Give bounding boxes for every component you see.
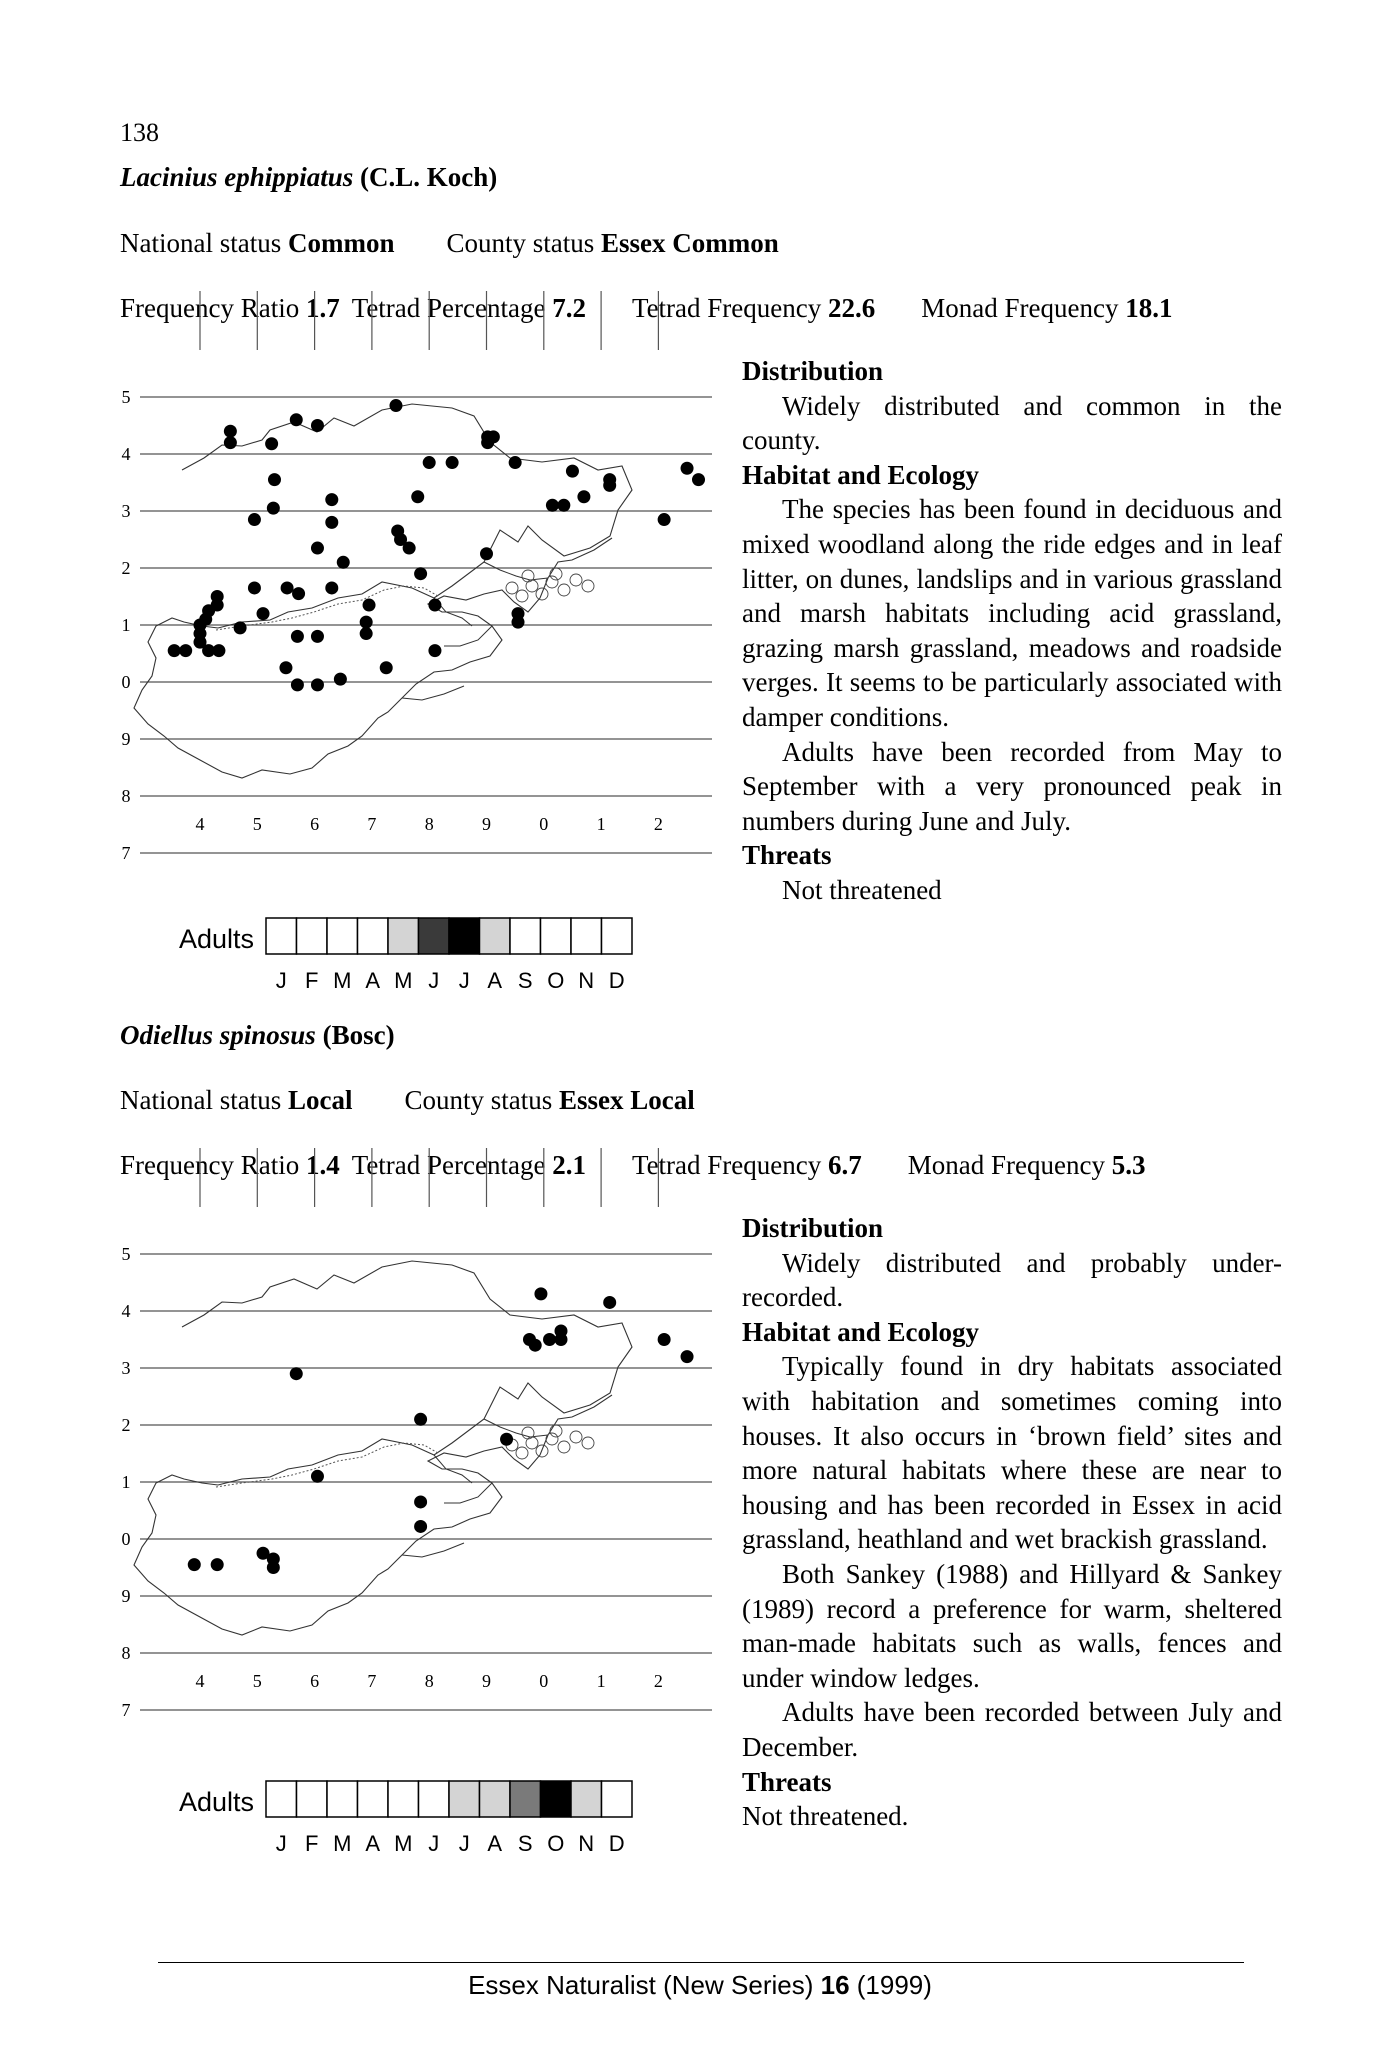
freq-ratio-value: 1.4: [305, 1150, 340, 1180]
map-y-label: 7: [121, 843, 131, 863]
island-outline: [522, 1427, 534, 1439]
record-dot: [212, 644, 225, 657]
record-dot: [179, 644, 192, 657]
month-letter: M: [394, 1831, 413, 1856]
month-letter: J: [428, 968, 440, 993]
record-dot: [403, 542, 416, 555]
record-dot: [380, 661, 393, 674]
record-dot: [325, 581, 338, 594]
month-letter: A: [487, 968, 503, 993]
adult-months-bar: [160, 1775, 680, 1865]
month-letter: N: [578, 968, 595, 993]
monad-freq-value: 18.1: [1125, 293, 1173, 323]
map-y-label: 5: [121, 387, 131, 407]
tetrad-freq-label: Tetrad Frequency: [631, 1150, 822, 1180]
frequency-line: [120, 293, 1172, 324]
record-dot: [311, 678, 324, 691]
record-dot: [603, 1296, 616, 1309]
month-letter: M: [394, 968, 413, 993]
map-y-label: 8: [121, 786, 131, 806]
monad-freq-label: Monad Frequency: [921, 293, 1119, 323]
month-cell: [358, 1781, 389, 1817]
habitat-text: Both Sankey (1988) and Hillyard & Sankey (1989) record a preference for warm, sheltered man-made habitats such as walls, fences and under window ledges.: [742, 1558, 1282, 1693]
record-dot: [168, 644, 181, 657]
record-dot: [234, 621, 247, 634]
record-dot: [557, 499, 570, 512]
record-dot: [428, 599, 441, 612]
record-dot: [389, 399, 402, 412]
month-letter: F: [305, 968, 319, 993]
distribution-text: Widely distributed and probably under-recorded.: [742, 1247, 1282, 1313]
species-name: Lacinius ephippiatus: [120, 162, 354, 192]
map-x-label: 9: [482, 1671, 491, 1691]
distribution-text: Widely distributed and common in the county.: [742, 390, 1282, 456]
status-line: [120, 1085, 695, 1116]
island-outline: [570, 1431, 582, 1443]
record-dot: [325, 493, 338, 506]
map-x-label: 4: [195, 1671, 205, 1691]
record-dot: [363, 599, 376, 612]
map-y-label: 3: [121, 1358, 131, 1378]
record-dot: [248, 513, 261, 526]
month-letter: J: [458, 968, 470, 993]
map-x-label: 9: [482, 814, 491, 834]
month-letter: A: [365, 1831, 381, 1856]
record-dot: [423, 456, 436, 469]
island-outline: [582, 580, 594, 592]
status-line: [120, 228, 779, 259]
month-letter: S: [517, 968, 533, 993]
estuary-line: [444, 626, 492, 646]
footer-journal: Essex Naturalist (New Series): [468, 1970, 814, 2000]
record-dot: [224, 436, 237, 449]
month-cell: [541, 1781, 572, 1817]
threats-heading: Threats: [742, 1766, 832, 1797]
record-dot: [554, 1324, 567, 1337]
map-y-label: 2: [121, 1415, 131, 1435]
record-dot: [267, 1561, 280, 1574]
month-letter: M: [333, 1831, 352, 1856]
month-cell: [266, 1781, 297, 1817]
record-dot: [290, 1367, 303, 1380]
map-y-label: 7: [121, 1700, 131, 1720]
estuary-line: [484, 562, 548, 580]
month-cell: [602, 1781, 633, 1817]
boundary-dotted: [216, 1443, 438, 1487]
freq-ratio-label: Frequency Ratio: [120, 1150, 300, 1180]
record-dot: [603, 479, 616, 492]
tetrad-pct-value: 2.1: [552, 1150, 586, 1180]
map-x-label: 7: [367, 1671, 377, 1691]
month-cell: [419, 918, 450, 954]
record-dot: [325, 516, 338, 529]
month-cell: [449, 918, 480, 954]
record-dot: [224, 425, 237, 438]
map-y-label: 1: [121, 1472, 131, 1492]
record-dot: [414, 1413, 427, 1426]
county-status-label: County status: [404, 1085, 553, 1115]
tetrad-freq-label: Tetrad Frequency: [631, 293, 822, 323]
month-cell: [419, 1781, 450, 1817]
record-dot: [481, 436, 494, 449]
record-dot: [311, 1470, 324, 1483]
species-text: [742, 1211, 1282, 1834]
record-dot: [681, 1350, 694, 1363]
page-number: 138: [120, 118, 159, 147]
species-authority: (Bosc): [322, 1020, 395, 1050]
record-dot: [279, 661, 292, 674]
map-y-label: 9: [121, 1586, 131, 1606]
month-letter: D: [608, 968, 625, 993]
map-y-label: 8: [121, 1643, 131, 1663]
record-dot: [311, 630, 324, 643]
record-dot: [480, 547, 493, 560]
freq-ratio-label: Frequency Ratio: [120, 293, 300, 323]
distribution-map: [112, 1207, 712, 1720]
month-letter: N: [578, 1831, 595, 1856]
distribution-map: [112, 350, 712, 863]
record-dot: [658, 513, 671, 526]
map-x-label: 6: [310, 1671, 320, 1691]
habitat-text: The species has been found in deciduous and mixed woodland along the ride edges and in leaf litter, on dunes, landslips and in various grassland and marsh habitats including acid grassland, grazing marsh grassland, meadows and roadside verges. It seems to be particularly associated with damper conditions.: [742, 494, 1282, 732]
record-dot: [291, 630, 304, 643]
adults-label: Adults: [178, 1787, 254, 1817]
map-x-label: 0: [539, 814, 549, 834]
habitat-heading: Habitat and Ecology: [742, 459, 980, 490]
record-dot: [428, 644, 441, 657]
map-y-label: 2: [121, 558, 131, 578]
record-dot: [681, 462, 694, 475]
record-dot: [290, 413, 303, 426]
species-name: Odiellus spinosus: [120, 1020, 316, 1050]
national-status-value: Local: [287, 1085, 353, 1115]
month-letter: S: [517, 1831, 533, 1856]
monad-freq-value: 5.3: [1111, 1150, 1146, 1180]
record-dot: [360, 616, 373, 629]
freq-ratio-value: 1.7: [305, 293, 340, 323]
record-dot: [658, 1333, 671, 1346]
record-dot: [512, 616, 525, 629]
record-dot: [509, 456, 522, 469]
record-dot: [577, 490, 590, 503]
record-dot: [291, 678, 304, 691]
species-text: [742, 354, 1282, 908]
month-cell: [541, 918, 572, 954]
record-dot: [414, 1495, 427, 1508]
month-letter: A: [365, 968, 381, 993]
island-outline: [506, 582, 518, 594]
island-outline: [550, 568, 562, 580]
boundary-dotted: [216, 586, 438, 630]
record-dot: [543, 1333, 556, 1346]
month-cell: [602, 918, 633, 954]
record-dot: [446, 456, 459, 469]
threats-heading: Threats: [742, 840, 832, 871]
month-cell: [510, 918, 541, 954]
frequency-line: [120, 1150, 1145, 1181]
footer-year: (1999): [856, 1970, 932, 2000]
footer-volume: 16: [820, 1970, 850, 2000]
record-dot: [292, 587, 305, 600]
map-x-label: 2: [653, 1671, 663, 1691]
island-outline: [558, 584, 570, 596]
month-letter: J: [458, 1831, 470, 1856]
month-cell: [297, 918, 328, 954]
distribution-heading: Distribution: [742, 356, 884, 386]
tetrad-pct-label: Tetrad Percentage: [351, 293, 546, 323]
map-x-label: 0: [539, 1671, 549, 1691]
record-dot: [692, 473, 705, 486]
month-cell: [510, 1781, 541, 1817]
record-dot: [414, 1520, 427, 1533]
island-outline: [558, 1441, 570, 1453]
map-x-label: 8: [424, 1671, 434, 1691]
record-dot: [267, 502, 280, 515]
county-status-value: Essex Common: [601, 228, 779, 258]
record-dot: [334, 673, 347, 686]
threats-text: Not threatened.: [742, 1801, 909, 1832]
month-letter: A: [487, 1831, 503, 1856]
month-letter: F: [305, 1831, 319, 1856]
map-x-label: 6: [310, 814, 320, 834]
month-cell: [327, 918, 358, 954]
estuary-line: [444, 1483, 492, 1503]
map-x-label: 5: [252, 814, 262, 834]
month-letter: J: [275, 1831, 287, 1856]
map-x-label: 1: [596, 1671, 606, 1691]
tetrad-freq-value: 6.7: [828, 1150, 862, 1180]
record-dot: [534, 1287, 547, 1300]
record-dot: [211, 1558, 224, 1571]
species-title: [120, 162, 497, 193]
map-y-label: 1: [121, 615, 131, 635]
adults-label: Adults: [178, 924, 254, 954]
threats-text: Not threatened: [782, 874, 942, 905]
month-letter: O: [547, 968, 565, 993]
record-dot: [414, 567, 427, 580]
map-x-label: 4: [195, 814, 205, 834]
island-outline: [516, 1447, 528, 1459]
record-dot: [311, 419, 324, 432]
island-outline: [546, 576, 558, 588]
tetrad-pct-label: Tetrad Percentage: [351, 1150, 546, 1180]
estuary-line: [484, 1419, 548, 1437]
month-letter: O: [547, 1831, 565, 1856]
map-y-label: 4: [121, 1301, 131, 1321]
national-status-label: National status: [120, 228, 282, 258]
month-letter: D: [608, 1831, 625, 1856]
tetrad-pct-value: 7.2: [552, 293, 586, 323]
month-letter: J: [275, 968, 287, 993]
map-y-label: 9: [121, 729, 131, 749]
record-dot: [500, 1433, 513, 1446]
record-dot: [411, 490, 424, 503]
national-status-label: National status: [120, 1085, 282, 1115]
map-x-label: 2: [653, 814, 663, 834]
month-cell: [480, 918, 511, 954]
island-outline: [582, 1437, 594, 1449]
map-x-label: 1: [596, 814, 606, 834]
record-dot: [360, 627, 373, 640]
map-y-label: 5: [121, 1244, 131, 1264]
adult-months-bar: [160, 912, 680, 1002]
island-outline: [550, 1425, 562, 1437]
month-letter: J: [428, 1831, 440, 1856]
record-dot: [281, 581, 294, 594]
record-dot: [529, 1339, 542, 1352]
month-cell: [571, 1781, 602, 1817]
record-dot: [188, 1558, 201, 1571]
record-dot: [248, 581, 261, 594]
month-cell: [297, 1781, 328, 1817]
record-dot: [337, 556, 350, 569]
tetrad-freq-value: 22.6: [828, 293, 876, 323]
record-dot: [311, 542, 324, 555]
month-cell: [571, 918, 602, 954]
county-status-value: Essex Local: [559, 1085, 695, 1115]
map-y-label: 3: [121, 501, 131, 521]
island-outline: [522, 570, 534, 582]
county-status-label: County status: [446, 228, 595, 258]
month-letter: M: [333, 968, 352, 993]
species-authority: (C.L. Koch): [360, 162, 498, 192]
map-x-label: 7: [367, 814, 377, 834]
national-status-value: Common: [287, 228, 395, 258]
habitat-text: Typically found in dry habitats associated with habitation and sometimes coming into houses. It also occurs in ‘brown field’ sites and more natural habitats where these are near to housing and has been recorded in Essex in acid grassland, heathland and wet brackish grassland.: [742, 1351, 1282, 1555]
map-y-label: 0: [121, 672, 131, 692]
record-dot: [566, 465, 579, 478]
monad-freq-label: Monad Frequency: [907, 1150, 1105, 1180]
month-cell: [388, 918, 419, 954]
month-cell: [388, 1781, 419, 1817]
habitat-heading: Habitat and Ecology: [742, 1316, 980, 1347]
habitat-text: Adults have been recorded from May to September with a very pronounced peak in numbers during June and July.: [742, 736, 1282, 836]
island-outline: [516, 590, 528, 602]
month-cell: [358, 918, 389, 954]
month-cell: [480, 1781, 511, 1817]
map-y-label: 0: [121, 1529, 131, 1549]
month-cell: [327, 1781, 358, 1817]
map-x-label: 8: [424, 814, 434, 834]
footer: [0, 1970, 1400, 2001]
month-cell: [266, 918, 297, 954]
record-dot: [265, 437, 278, 450]
island-outline: [570, 574, 582, 586]
species-title: [120, 1020, 395, 1051]
record-dot: [268, 473, 281, 486]
record-dot: [546, 499, 559, 512]
month-cell: [449, 1781, 480, 1817]
footer-rule: [158, 1962, 1244, 1963]
record-dot: [257, 607, 270, 620]
map-x-label: 5: [252, 1671, 262, 1691]
island-outline: [546, 1433, 558, 1445]
distribution-heading: Distribution: [742, 1213, 884, 1243]
map-y-label: 4: [121, 444, 131, 464]
habitat-text: Adults have been recorded between July and December.: [742, 1697, 1282, 1762]
